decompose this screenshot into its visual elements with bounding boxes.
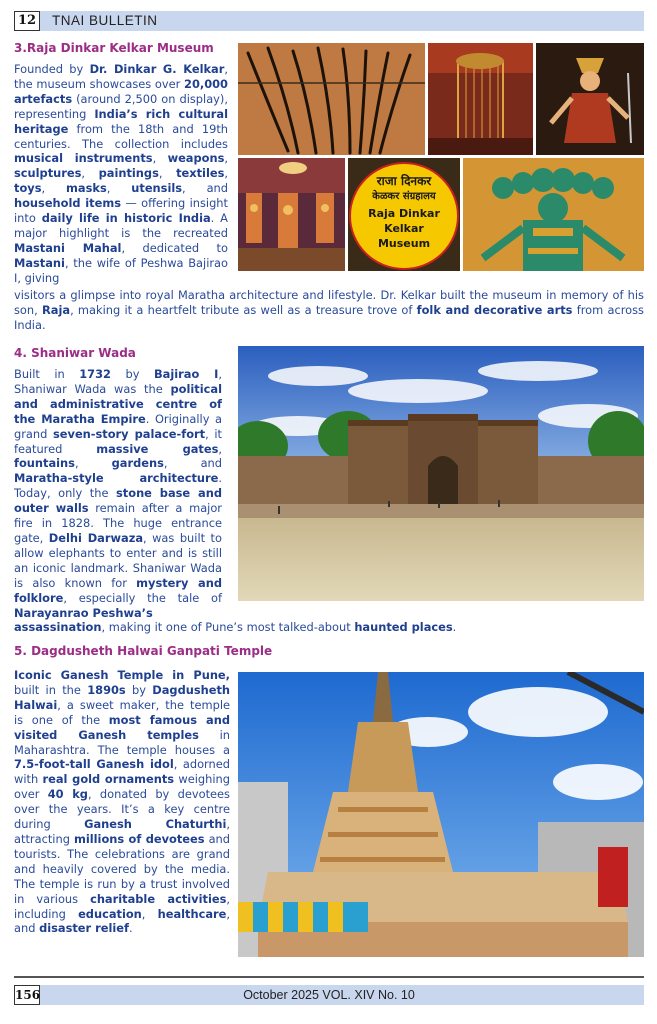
section-title-dagdusheth-temple: 5. Dagdusheth Halwai Ganpati Temple bbox=[14, 644, 273, 658]
artifact-cage-photo bbox=[428, 43, 533, 155]
section-title-kelkar-museum: 3.Raja Dinkar Kelkar Museum bbox=[14, 41, 214, 55]
shaniwar-wada-photo bbox=[238, 346, 644, 601]
dagdusheth-temple-paragraph: Iconic Ganesh Temple in Pune, built in the 1890s by Dagdusheth Halwai, a sweet maker, the temple is one of the most famous and visited Ganesh temples in Maharashtra. The temple houses a 7.5-foot-tall Ganesh idol, adorned with real gold ornaments weighing over 40 kg, donated by devotees over the years. It’s a key centre during Ganesh Chaturthi, attracting millions of devotees and tourists. The celebrations are grand and heavily covered by the media. The temple is run by a trust involved in various charitable activities, including education, healthcare, and disaster relief. bbox=[14, 668, 231, 936]
sign-line-marathi-1: राजा दिनकर bbox=[376, 174, 432, 188]
sign-line-marathi-2: केळकर संग्रहालय bbox=[372, 191, 436, 202]
shaniwar-wada-paragraph-cont: assassination, making it one of Pune’s most talked-about haunted places. bbox=[14, 620, 457, 634]
header-title: TNAI BULLETIN bbox=[52, 13, 158, 28]
page-header bbox=[14, 11, 644, 31]
mastani-mahal-photo bbox=[238, 158, 345, 271]
footer-page-number: 156 bbox=[14, 985, 40, 1005]
museum-sign bbox=[348, 174, 460, 251]
footer-issue: October 2025 VOL. XIV No. 10 bbox=[243, 988, 415, 1002]
section-title-shaniwar-wada: 4. Shaniwar Wada bbox=[14, 346, 136, 360]
footer-divider bbox=[14, 976, 644, 978]
weapons-photo bbox=[238, 43, 425, 155]
dagdusheth-temple-photo bbox=[238, 672, 644, 957]
sign-line-english-1: Raja Dinkar bbox=[368, 207, 440, 220]
page-footer bbox=[14, 985, 644, 1005]
header-page-number: 12 bbox=[14, 11, 40, 31]
kelkar-museum-paragraph-cont: visitors a glimpse into royal Maratha architecture and lifestyle. Dr. Kelkar built the museum in memory of his son, Raja, making it a heartfelt tribute as well as a treasure trove of folk and decorative arts from across India. bbox=[14, 288, 644, 332]
ravana-sculpture-photo bbox=[463, 158, 644, 271]
shaniwar-wada-paragraph: Built in 1732 by Bajirao I, Shaniwar Wada was the political and administrative centre of the Maratha Empire. Originally a grand seven-story palace-fort, it featured massive gates, fountains, gardens, and Maratha-style architecture. Today, only the stone base and outer walls remain after a major fire in 1828. The huge entrance gate, Delhi Darwaza, was built to allow elephants to enter and is still an iconic landmark. Shaniwar Wada is also known for mystery and folklore, especially the tale of Narayanrao Peshwa’s bbox=[14, 367, 223, 620]
sign-line-english-3: Museum bbox=[377, 237, 431, 250]
kelkar-museum-paragraph: Founded by Dr. Dinkar G. Kelkar, the museum showcases over 20,000 artefacts (around 2,500 on display), representing India’s rich cultural heritage from the 18th and 19th centuries. The collection includes musical instruments, weapons, sculptures, paintings, textiles, toys, masks, utensils, and household items — offering insight into daily life in historic India. A major highlight is the recreated Mastani Mahal, dedicated to Mastani, the wife of Peshwa Bajirao I, giving bbox=[14, 62, 229, 285]
puppet-photo bbox=[536, 43, 644, 155]
museum-sign-photo bbox=[348, 158, 460, 271]
sign-line-english-2: Kelkar bbox=[384, 222, 424, 235]
